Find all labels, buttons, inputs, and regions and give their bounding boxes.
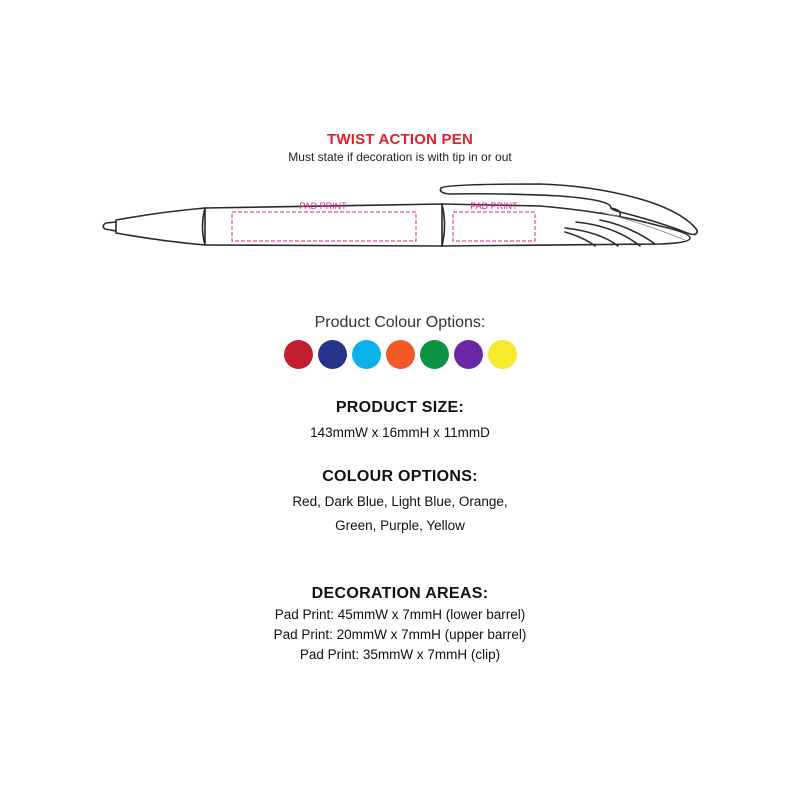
decoration-note: Must state if decoration is with tip in or out [288,150,512,164]
pad-print-area-lower-barrel [232,212,416,241]
colour-list-heading: COLOUR OPTIONS: [322,468,478,485]
decoration-area-line: Pad Print: 20mmW x 7mmH (upper barrel) [273,627,527,642]
product-size-heading: PRODUCT SIZE: [335,399,465,416]
pen-nose-cone [116,208,205,245]
colour-swatches [0,340,800,369]
colour-swatch-light-blue [352,340,381,369]
colour-swatch-dark-blue [318,340,347,369]
decoration-area-line: Pad Print: 45mmW x 7mmH (lower barrel) [274,607,526,622]
product-title: TWIST ACTION PEN [327,131,473,148]
colour-swatch-red [284,340,313,369]
colour-options-heading: Product Colour Options: [314,314,486,331]
colour-swatch-orange [386,340,415,369]
pad-print-label-lower: PAD PRINT [299,201,347,211]
product-size-value: 143mmW x 16mmH x 11mmD [310,425,490,440]
colour-swatch-green [420,340,449,369]
colour-swatch-purple [454,340,483,369]
colour-swatch-yellow [488,340,517,369]
pen-tip [103,222,116,231]
decoration-area-line: Pad Print: 35mmW x 7mmH (clip) [299,647,501,662]
pad-print-area-upper-barrel [453,212,535,241]
pen-diagram [0,170,800,260]
colour-list-line: Green, Purple, Yellow [335,518,465,533]
pad-print-label-upper: PAD PRINT [470,201,518,211]
colour-list-line: Red, Dark Blue, Light Blue, Orange, [292,494,508,509]
decoration-areas-heading: DECORATION AREAS: [311,585,489,602]
